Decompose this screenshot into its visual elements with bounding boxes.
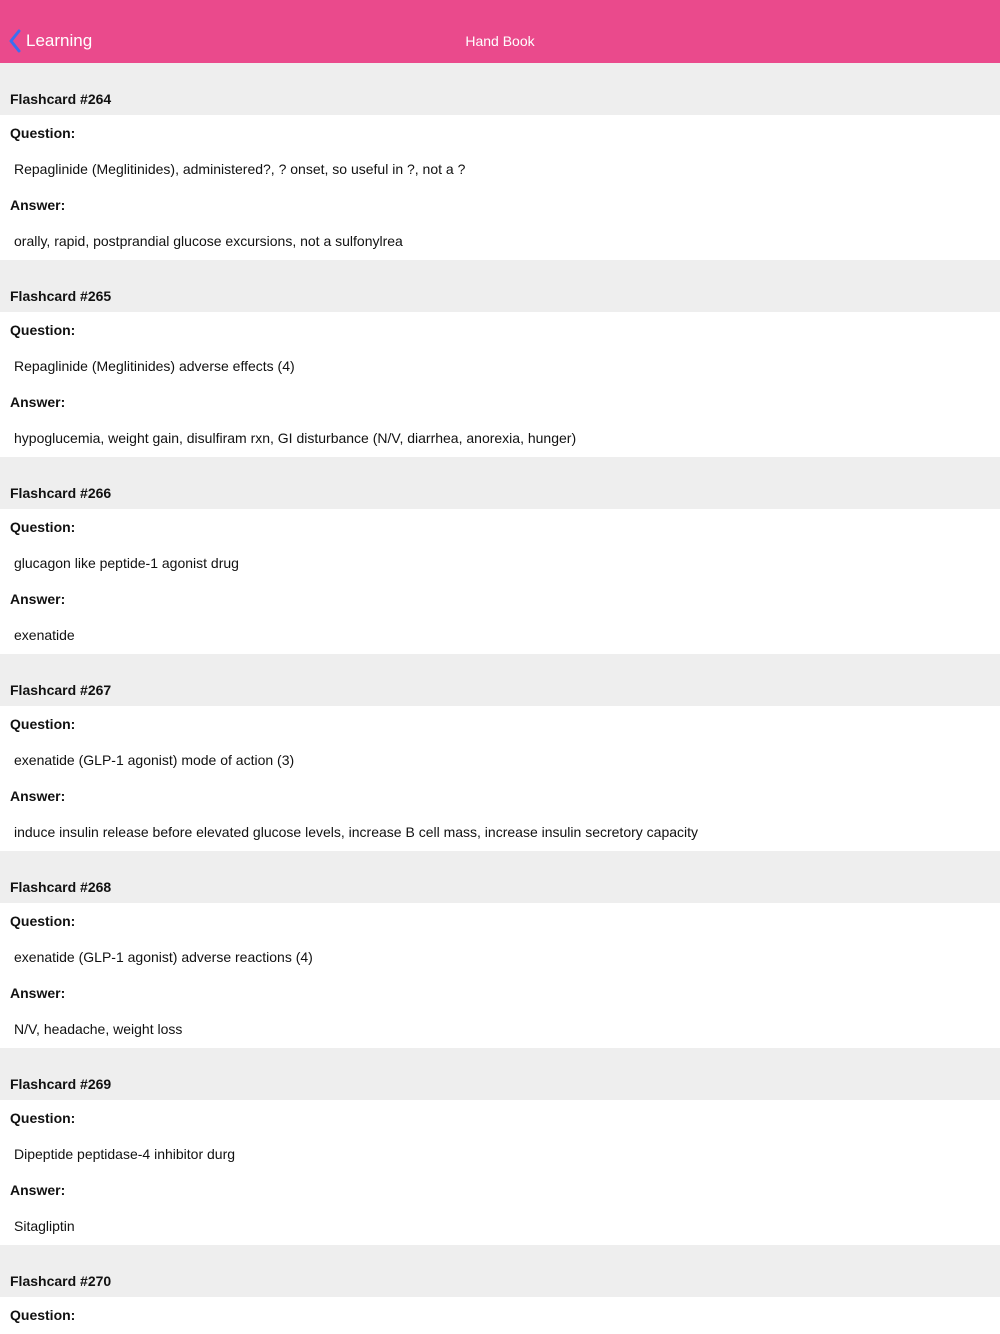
flashcard-body xyxy=(0,1297,1000,1334)
answer-label: Answer: xyxy=(10,788,66,804)
flashcard-title: Flashcard #267 xyxy=(0,654,1000,706)
question-text: glucagon like peptide-1 agonist drug xyxy=(14,555,239,571)
flashcard-title: Flashcard #264 xyxy=(0,63,1000,115)
navigation-bar xyxy=(0,0,1000,63)
answer-text: induce insulin release before elevated glucose levels, increase B cell mass, increase insulin secretory capacity xyxy=(14,824,699,840)
answer-text: hypoglucemia, weight gain, disulfiram rxn, GI disturbance (N/V, diarrhea, anorexia, hunger) xyxy=(14,430,577,446)
flashcard-body xyxy=(0,312,1000,457)
flashcard-body xyxy=(0,1100,1000,1245)
flashcard-title: Flashcard #265 xyxy=(0,260,1000,312)
flashcard-264 xyxy=(0,63,1000,260)
answer-label: Answer: xyxy=(10,985,66,1001)
flashcard-title: Flashcard #270 xyxy=(0,1245,1000,1297)
flashcard-267 xyxy=(0,654,1000,851)
question-label: Question: xyxy=(10,913,76,929)
answer-text: N/V, headache, weight loss xyxy=(14,1021,183,1037)
answer-text: Sitagliptin xyxy=(14,1218,75,1234)
flashcard-266 xyxy=(0,457,1000,654)
question-text: Repaglinide (Meglitinides) adverse effects (4) xyxy=(14,358,295,374)
answer-label: Answer: xyxy=(10,197,66,213)
flashcard-body xyxy=(0,509,1000,654)
question-text: exenatide (GLP-1 agonist) adverse reactions (4) xyxy=(14,949,313,965)
back-button-label: Learning xyxy=(26,31,93,50)
flashcard-title: Flashcard #268 xyxy=(0,851,1000,903)
question-label: Question: xyxy=(10,1110,76,1126)
question-text: exenatide (GLP-1 agonist) mode of action (3) xyxy=(14,752,295,768)
flashcard-body xyxy=(0,903,1000,1048)
answer-label: Answer: xyxy=(10,591,66,607)
page-title: Hand Book xyxy=(465,33,535,49)
flashcard-body xyxy=(0,706,1000,851)
question-label: Question: xyxy=(10,125,76,141)
question-label: Question: xyxy=(10,519,76,535)
answer-text: orally, rapid, postprandial glucose excursions, not a sulfonylrea xyxy=(14,233,403,249)
question-label: Question: xyxy=(10,322,76,338)
flashcard-268 xyxy=(0,851,1000,1048)
question-text: Dipeptide peptidase-4 inhibitor durg xyxy=(14,1146,236,1162)
flashcard-title: Flashcard #266 xyxy=(0,457,1000,509)
flashcard-title: Flashcard #269 xyxy=(0,1048,1000,1100)
flashcard-body xyxy=(0,115,1000,260)
flashcard-265 xyxy=(0,260,1000,457)
question-text: Repaglinide (Meglitinides), administered?, ? onset, so useful in ?, not a ? xyxy=(14,161,466,177)
flashcard-270 xyxy=(0,1245,1000,1334)
answer-label: Answer: xyxy=(10,1182,66,1198)
answer-text: exenatide xyxy=(14,627,75,643)
question-label: Question: xyxy=(10,716,76,732)
question-label: Question: xyxy=(10,1307,76,1323)
flashcard-269 xyxy=(0,1048,1000,1245)
answer-label: Answer: xyxy=(10,394,66,410)
